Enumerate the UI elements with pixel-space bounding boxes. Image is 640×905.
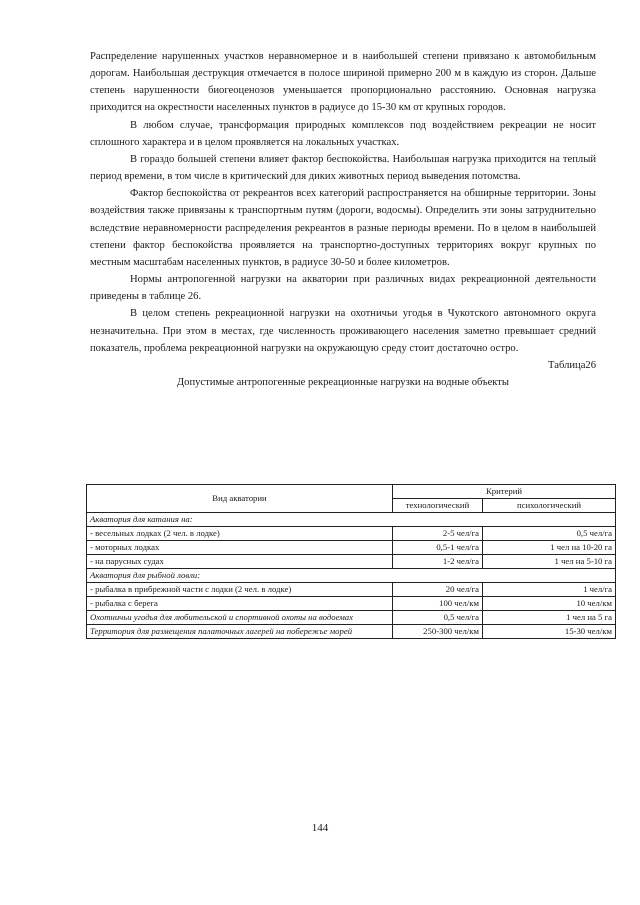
paragraph-1: Распределение нарушенных участков неравномерное и в наибольшей степени привязано к автомобильным дорогам. Наибольшая деструкция отмечается в полосе шириной примерно 200 м в каждую из сторон. Дальше степень нарушенности биогеоценозов уменьшается пропорционально расстоянию. Основная нагрузка приходится на окрестности населенных пунктов в радиусе до 15-30 км от крупных городов. <box>90 51 596 114</box>
paragraph-3: В гораздо большей степени влияет фактор беспокойства. Наибольшая нагрузка приходится на теплый период времени, в том числе в критический для диких животных период выведения потомства. <box>90 153 596 183</box>
table-row <box>87 569 616 583</box>
row-tech: 0,5-1 чел/га <box>393 541 483 555</box>
row-psy: 0,5 чел/га <box>483 527 616 541</box>
table-row <box>87 513 616 527</box>
table-number: Таблица26 <box>548 359 596 371</box>
row-name: Территория для размещения палаточных лагерей на побережье морей <box>87 625 393 639</box>
section-label: Акватория для катания на: <box>87 513 616 527</box>
row-psy: 1 чел на 5-10 га <box>483 555 616 569</box>
header-water-area: Вид акватории <box>87 485 393 513</box>
header-psychological: психологический <box>483 499 616 513</box>
paragraph-6: В целом степень рекреационной нагрузки на охотничьи угодья в Чукотского автономного округа незначительна. При этом в местах, где численность проживающего населения заметно превышает средний показатель, проблема рекреационной нагрузки на окружающую среду стоит достаточно остро. <box>90 308 596 354</box>
row-tech: 20 чел/га <box>393 583 483 597</box>
table-header-row <box>87 485 616 499</box>
table-row <box>87 527 616 541</box>
row-name: - весельных лодках (2 чел. в лодке) <box>87 527 393 541</box>
row-name: Охотничьи угодья для любительской и спортивной охоты на водоемах <box>87 611 393 625</box>
paragraph-2: В любом случае, трансформация природных комплексов под воздействием рекреации не носит сплошного характера и в целом проявляется на локальных участках. <box>90 119 596 148</box>
row-name: - рыбалка в прибрежной части с лодки (2 чел. в лодке) <box>87 583 393 597</box>
table-row <box>87 611 616 625</box>
table-row <box>87 541 616 555</box>
page-body <box>90 48 596 405</box>
row-tech: 250-300 чел/км <box>393 625 483 639</box>
row-psy: 15-30 чел/км <box>483 625 616 639</box>
table-row <box>87 583 616 597</box>
row-name: - моторных лодках <box>87 541 393 555</box>
row-psy: 1 чел на 5 га <box>483 611 616 625</box>
row-name: - рыбалка с берега <box>87 597 393 611</box>
page-number: 144 <box>311 822 329 834</box>
row-tech: 100 чел/км <box>393 597 483 611</box>
paragraph-4: Фактор беспокойства от рекреантов всех категорий распространяется на обширные территории. Зоны воздействия также привязаны к транспортным путям (дороги, водосмы). Определить эти зоны затруднительно вследствие неравномерности распределения рекреантов в разные периоды времени. По в целом в наибольшей степени фактор беспокойства проявляется на транспортно-доступных территориях вокруг крупных по местным масштабам населенных пунктов, в радиусе 30-50 и более километров. <box>90 188 596 268</box>
table-row <box>87 625 616 639</box>
row-name: - на парусных судах <box>87 555 393 569</box>
row-psy: 10 чел/км <box>483 597 616 611</box>
header-criteria: Критерий <box>393 485 616 499</box>
section-label: Акватория для рыбной ловли: <box>87 569 616 583</box>
row-tech: 2-5 чел/га <box>393 527 483 541</box>
header-technological: технологический <box>393 499 483 513</box>
row-tech: 0,5 чел/га <box>393 611 483 625</box>
row-tech: 1-2 чел/га <box>393 555 483 569</box>
table-row <box>87 597 616 611</box>
table-row <box>87 555 616 569</box>
paragraph-5: Нормы антропогенной нагрузки на акватории при различных видах рекреационной деятельности приведены в таблице 26. <box>90 274 596 303</box>
recreation-norms-table <box>86 484 616 639</box>
row-psy: 1 чел/га <box>483 583 616 597</box>
table-title: Допустимые антропогенные рекреационные нагрузки на водные объекты <box>176 376 510 388</box>
row-psy: 1 чел на 10-20 га <box>483 541 616 555</box>
